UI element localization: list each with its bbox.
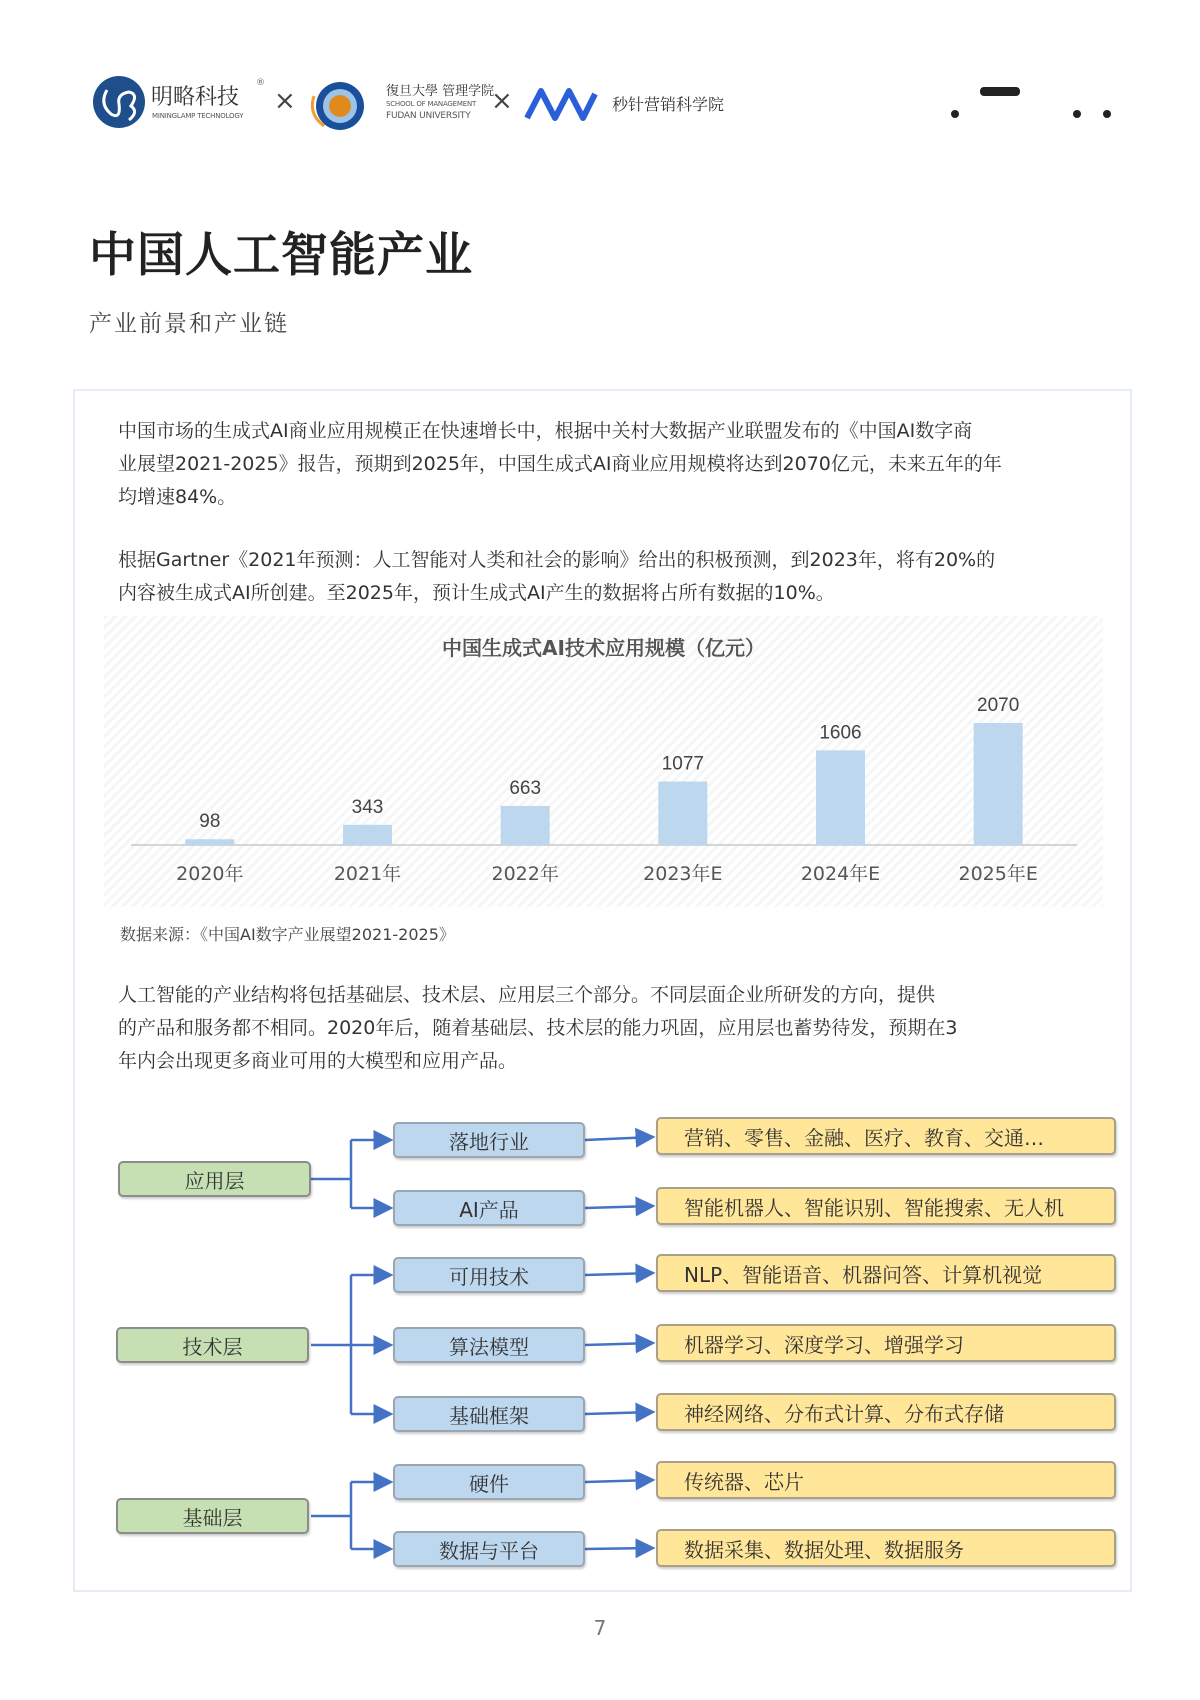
text-line: 内容被生成式AI所创建。至2025年，预计生成式AI产生的数据将占所有数据的10%。: [118, 582, 835, 604]
item-hardware: 硬件: [393, 1464, 585, 1500]
text-line: 中国市场的生成式AI商业应用规模正在快速增长中，根据中关村大数据产业联盟发布的《中国AI数字商: [118, 420, 973, 442]
data-label: 343: [351, 796, 384, 818]
layer-application: 应用层: [118, 1161, 311, 1197]
x-tick-label: 2021年: [333, 863, 402, 885]
detail-data-platform: 数据采集、数据处理、数据服务: [656, 1529, 1116, 1567]
fudan-sub2: FUDAN UNIVERSITY: [386, 111, 471, 121]
mininglamp-name: 明略科技: [151, 85, 240, 110]
text-line: 的产品和服务都不相同。2020年后，随着基础层、技术层的能力巩固，应用层也蓄势待发，预期在3: [118, 1017, 958, 1039]
item-available-tech: 可用技术: [393, 1257, 585, 1293]
data-label: 663: [509, 777, 542, 799]
times-separator-2: ×: [491, 86, 513, 116]
data-label: 98: [199, 811, 221, 833]
registered-mark: ®: [256, 78, 265, 88]
text-line: 根据Gartner《2021年预测：人工智能对人类和社会的影响》给出的积极预测，到2023年，将有20%的: [118, 549, 996, 571]
x-tick-label: 2020年: [176, 863, 244, 885]
data-label: 1077: [661, 753, 704, 775]
detail-frameworks: 神经网络、分布式计算、分布式存储: [656, 1393, 1116, 1431]
item-algorithm-models: 算法模型: [393, 1327, 585, 1363]
detail-hardware: 传统器、芯片: [656, 1461, 1116, 1499]
times-separator: ×: [274, 86, 296, 116]
text-line: 人工智能的产业结构将包括基础层、技术层、应用层三个部分。不同层面企业所研发的方向，提供: [118, 984, 936, 1006]
page-subtitle: 产业前景和产业链: [89, 311, 289, 337]
item-frameworks: 基础框架: [393, 1396, 585, 1432]
item-industry: 落地行业: [393, 1122, 585, 1158]
mininglamp-subtitle: MININGLAMP TECHNOLOGY: [152, 112, 244, 120]
data-label: 1606: [819, 722, 862, 744]
item-data-platform: 数据与平台: [393, 1531, 585, 1567]
x-tick-label: 2024年E: [800, 863, 881, 885]
text-line: 业展望2021-2025》报告，预期到2025年，中国生成式AI商业应用规模将达到2070亿元，未来五年的年: [118, 453, 1002, 475]
x-tick-label: 2022年: [491, 863, 559, 885]
text-line: 均增速84%。: [118, 486, 237, 508]
item-ai-products: AI产品: [393, 1190, 585, 1226]
page-number: 7: [593, 1616, 607, 1640]
page-title: 中国人工智能产业: [89, 228, 473, 283]
fudan-sub1: SCHOOL OF MANAGEMENT: [386, 100, 477, 108]
detail-available-tech: NLP、智能语音、机器问答、计算机视觉: [656, 1254, 1116, 1292]
layer-technology: 技术层: [116, 1327, 309, 1363]
data-source: 数据来源：《中国AI数字产业展望2021-2025》: [120, 925, 455, 944]
miaozhen-name: 秒针营销科学院: [612, 95, 725, 114]
text-line: 年内会出现更多商业可用的大模型和应用产品。: [118, 1050, 518, 1072]
layer-foundation: 基础层: [116, 1498, 309, 1534]
fudan-name: 復旦大學 管理学院: [386, 84, 495, 99]
x-tick-label: 2023年E: [643, 863, 723, 885]
detail-algorithm-models: 机器学习、深度学习、增强学习: [656, 1324, 1116, 1362]
x-tick-label: 2025年E: [958, 863, 1038, 885]
detail-industry: 营销、零售、金融、医疗、教育、交通…: [656, 1117, 1116, 1155]
chart-title: 中国生成式AI技术应用规模（亿元）: [442, 636, 765, 660]
data-label: 2070: [977, 695, 1020, 716]
detail-ai-products: 智能机器人、智能识别、智能搜索、无人机: [656, 1187, 1116, 1225]
